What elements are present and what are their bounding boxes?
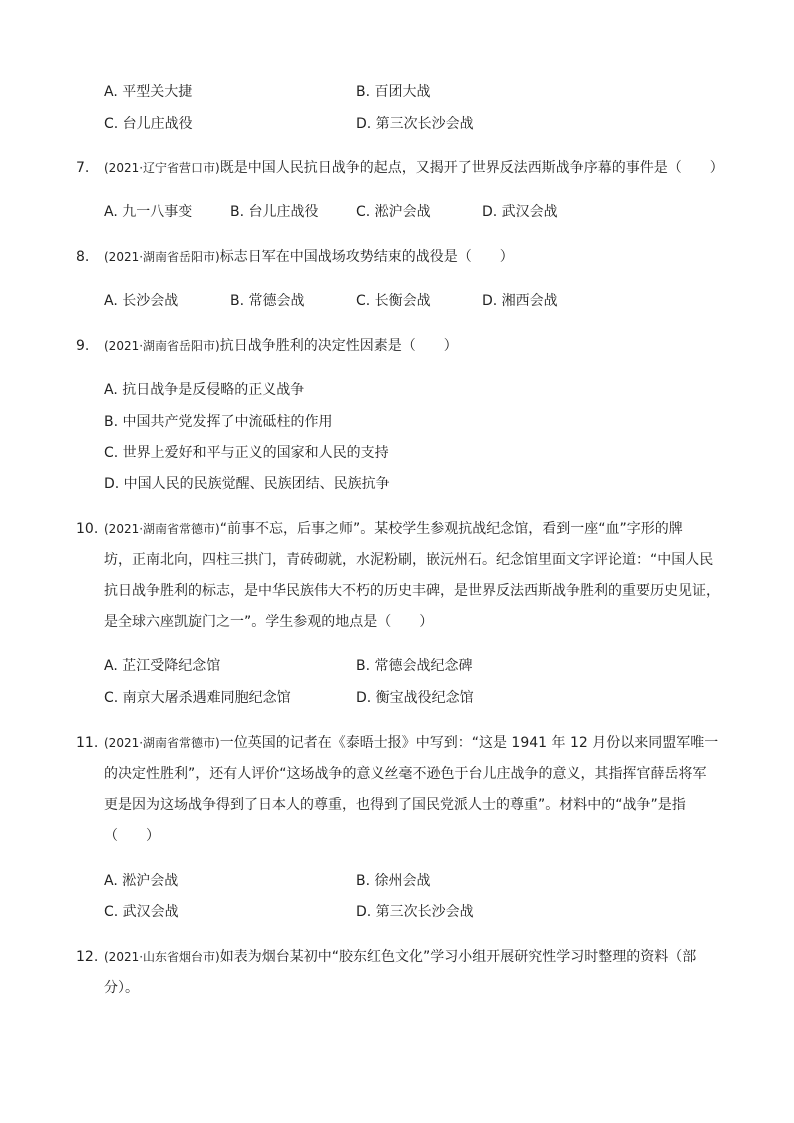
q9-number: 9. [76,338,90,354]
q10-line-2: 坊，正南北向，四柱三拱门，青砖砌就，水泥粉刷，嵌沅州石。纪念馆里面文字评论道：“中国人民 [104,552,714,568]
q11-option-d: D. 第三次长沙会战 [356,904,474,920]
q8-option-b: B. 常德会战 [230,293,305,309]
q11-line-3: 更是因为这场战争得到了日本人的尊重，也得到了国民党派人士的尊重”。材料中的“战争”是指 [104,797,686,813]
q10-number: 10. [76,521,99,537]
q7-option-a: A. 九一八事变 [104,204,193,220]
q10-line-4: 是全球六座凯旋门之一”。学生参观的地点是（ ） [104,614,434,630]
q7-stem-text: 既是中国人民抗日战争的起点，又揭开了世界反法西斯战争序幕的事件是（ ） [219,160,724,176]
q9-option-c: C. 世界上爱好和平与正义的国家和人民的支持 [104,445,389,461]
q11-line-4: （ ） [104,828,160,844]
q9-option-a: A. 抗日战争是反侵略的正义战争 [104,382,305,398]
q7-option-b: B. 台儿庄战役 [230,204,319,220]
q7-source: (2021·辽宁省营口市) [104,161,220,175]
q11-source: (2021·湖南省常德市) [104,736,220,750]
q10-option-b: B. 常德会战纪念碑 [356,658,473,674]
q12-number: 12. [76,949,99,965]
q11-option-c: C. 武汉会战 [104,904,179,920]
q8-option-a: A. 长沙会战 [104,293,179,309]
q11-line-2: 的决定性胜利”，还有人评价“这场战争的意义丝毫不逊色于台儿庄战争的意义，其指挥官薛岳将军 [104,766,707,782]
q7-option-c: C. 淞沪会战 [356,204,431,220]
q10-line-1 [104,519,683,539]
q6-option-d: D. 第三次长沙会战 [356,116,474,132]
q8-source: (2021·湖南省岳阳市) [104,250,220,264]
q11-stem-text: 一位英国的记者在《泰晤士报》中写到：“这是 1941 年 12 月份以来同盟军唯一 [219,735,719,751]
q12-line-1 [104,947,696,967]
q9-stem-text: 抗日战争胜利的决定性因素是（ ） [219,338,458,354]
q9-source: (2021·湖南省岳阳市) [104,339,220,353]
q11-option-b: B. 徐州会战 [356,873,431,889]
q10-stem-text: “前事不忘，后事之师”。某校学生参观抗战纪念馆，看到一座“血”字形的牌 [219,521,683,537]
q10-option-a: A. 芷江受降纪念馆 [104,658,221,674]
q10-line-3: 抗日战争胜利的标志，是中华民族伟大不朽的历史丰碑，是世界反法西斯战争胜利的重要历史见证， [104,583,720,599]
q11-number: 11. [76,735,99,751]
q12-stem-text: 如表为烟台某初中“胶东红色文化”学习小组开展研究性学习时整理的资料（部 [219,949,697,965]
q6-option-b: B. 百团大战 [356,84,431,100]
q10-option-d: D. 衡宝战役纪念馆 [356,690,474,706]
q8-option-d: D. 湘西会战 [482,293,558,309]
q12-line-2: 分）。 [104,980,139,996]
q8-stem-text: 标志日军在中国战场攻势结束的战役是（ ） [219,249,514,265]
q10-source: (2021·湖南省常德市) [104,522,220,536]
q11-option-a: A. 淞沪会战 [104,873,179,889]
q6-option-c: C. 台儿庄战役 [104,116,193,132]
q8-stem [104,247,514,267]
q9-option-d: D. 中国人民的民族觉醒、民族团结、民族抗争 [104,476,390,492]
q9-stem [104,336,458,356]
q6-option-a: A. 平型关大捷 [104,84,193,100]
q7-option-d: D. 武汉会战 [482,204,558,220]
q10-option-c: C. 南京大屠杀遇难同胞纪念馆 [104,690,291,706]
q11-line-1 [104,733,718,753]
q8-option-c: C. 长衡会战 [356,293,431,309]
q12-source: (2021·山东省烟台市) [104,950,220,964]
q7-number: 7. [76,160,90,176]
q8-number: 8. [76,249,90,265]
q9-option-b: B. 中国共产党发挥了中流砥柱的作用 [104,414,333,430]
q7-stem [104,158,724,178]
